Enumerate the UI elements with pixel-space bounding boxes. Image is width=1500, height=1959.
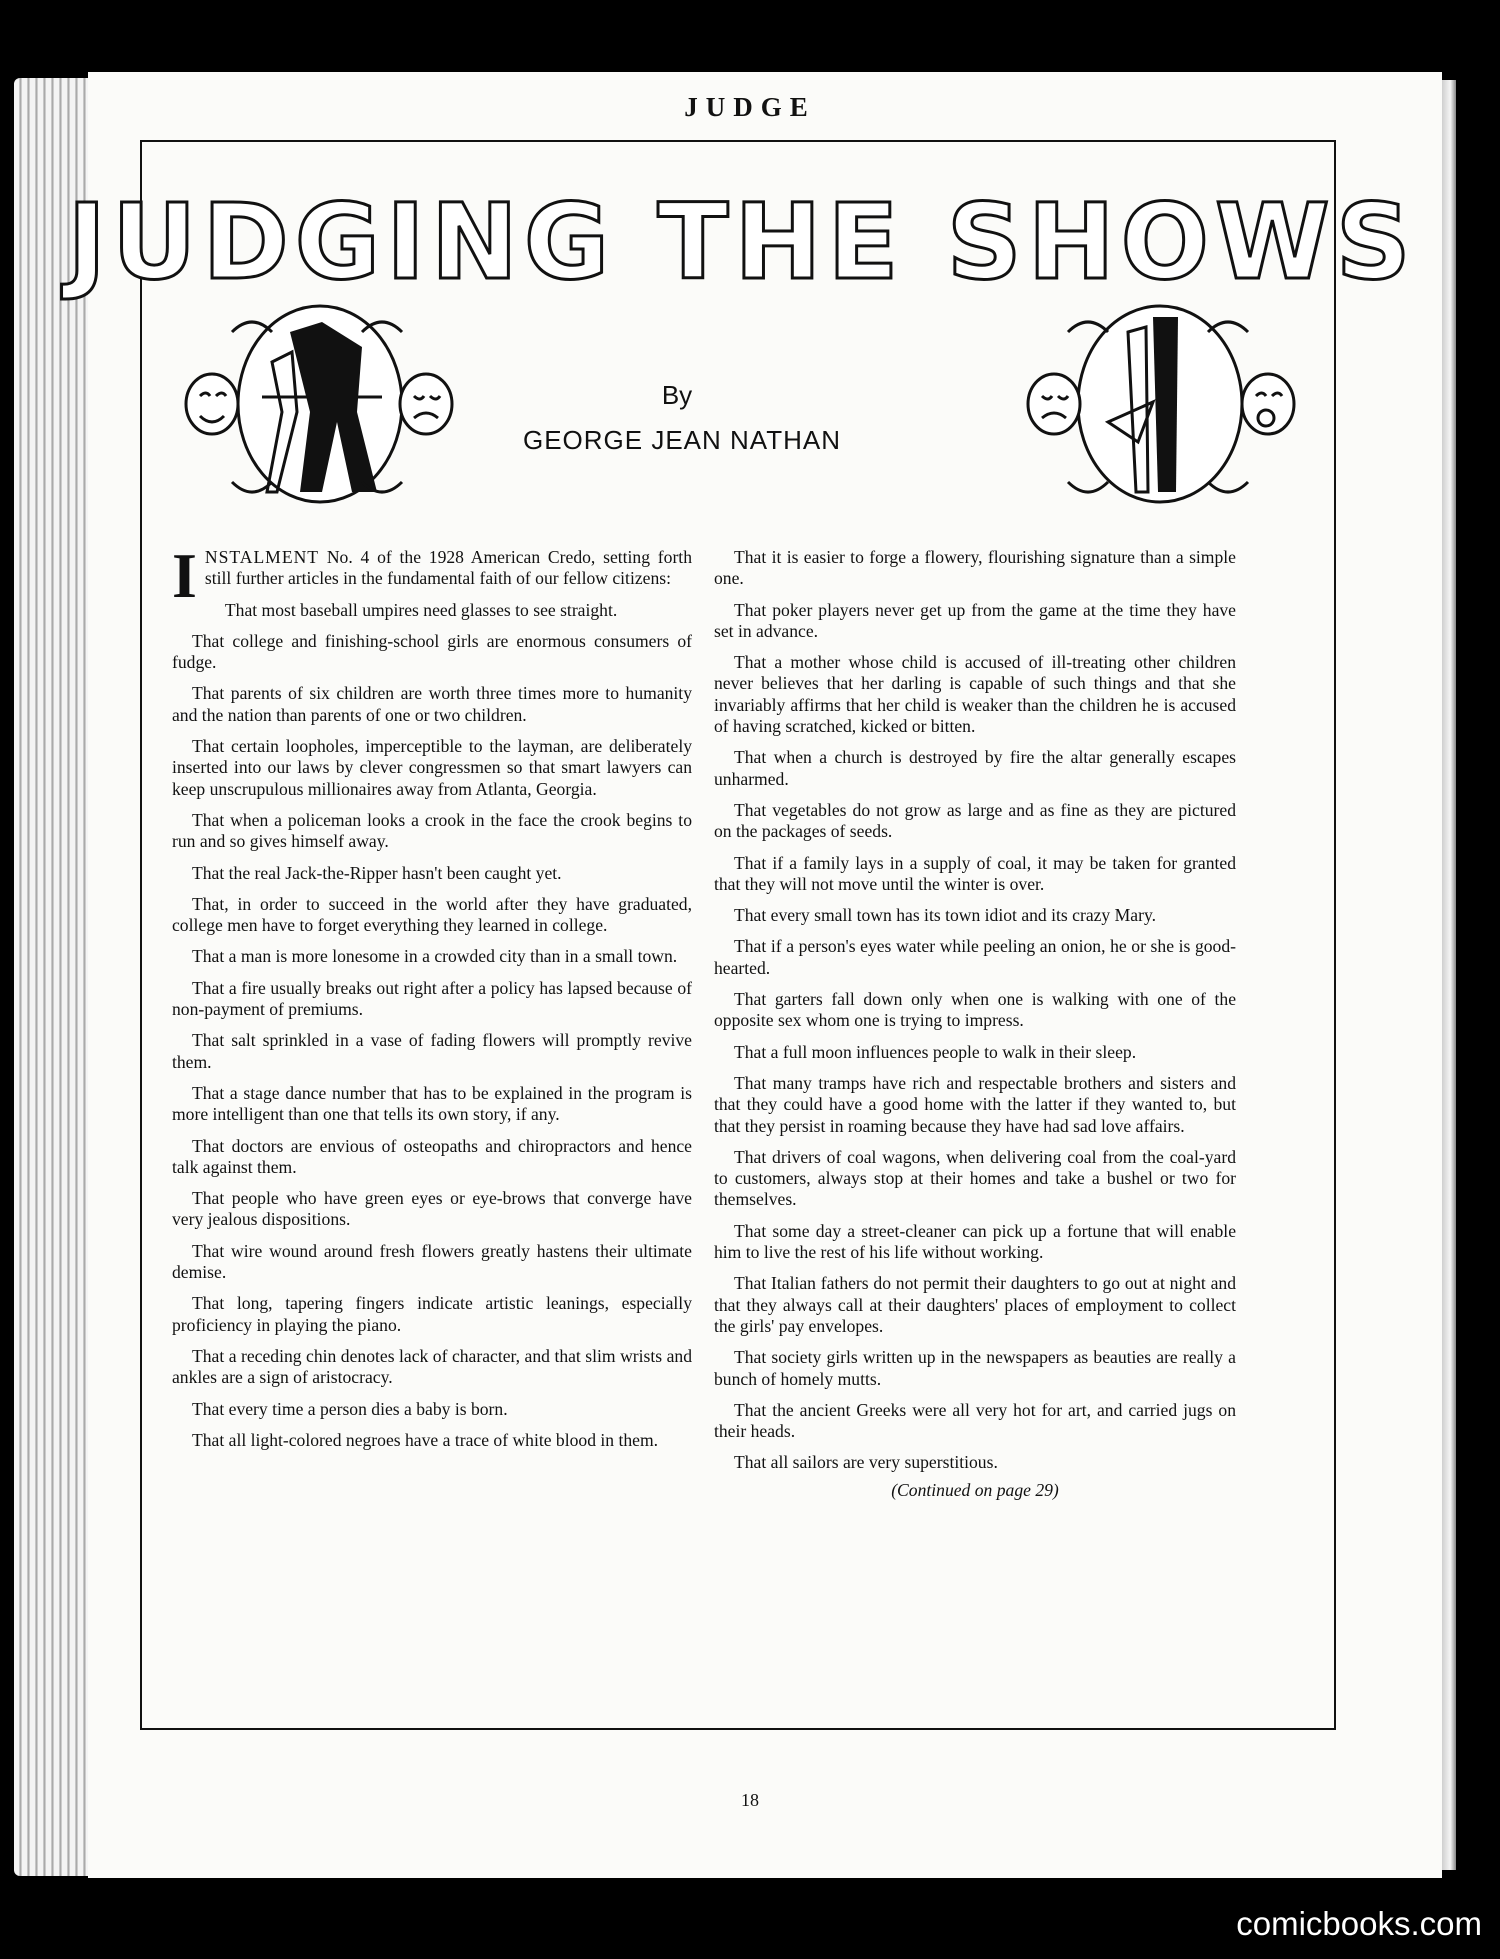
credo-paragraph: That poker players never get up from the game at the time they have set in advance.: [714, 599, 1236, 641]
credo-paragraph: That college and finishing-school girls are enormous consumers of fudge.: [172, 630, 692, 673]
credo-paragraph: That drivers of coal wagons, when delivering coal from the coal-yard to customers, always stop at their homes and take a bushel or two for themselves.: [714, 1146, 1236, 1210]
article-frame: [67, 140, 1417, 1730]
right-paragraph-list: [714, 547, 1236, 1474]
byline-author: GEORGE JEAN NATHAN: [522, 425, 841, 455]
watermark: comicbooks.com: [1236, 1905, 1482, 1942]
left-column: [172, 540, 692, 1461]
credo-paragraph: That the real Jack-the-Ripper hasn't been caught yet.: [192, 862, 562, 883]
credo-paragraph: That every time a person dies a baby is born.: [192, 1398, 508, 1419]
credo-paragraph: That it is easier to forge a flowery, flourishing signature than a simple one.: [714, 547, 1236, 589]
book-page-edges: [14, 78, 90, 1876]
drop-cap: I: [172, 540, 197, 611]
right-column: [714, 547, 1236, 1501]
right-dance-illustration: [1018, 292, 1308, 512]
credo-paragraph: That when a policeman looks a crook in the face the crook begins to run and so gives himself away.: [172, 809, 692, 852]
credo-paragraph: That if a family lays in a supply of coal, it may be taken for granted that they will not move until the winter is over.: [714, 852, 1236, 894]
credo-paragraph: That most baseball umpires need glasses to see straight.: [224, 599, 618, 620]
credo-paragraph: That many tramps have rich and respectable brothers and sisters and that they could have a good home with the latter if they wanted to, but that they persist in roaming because they have had sad love affairs.: [714, 1072, 1236, 1136]
credo-paragraph: That a full moon influences people to walk in their sleep.: [734, 1041, 1137, 1062]
right-page-edge: [1442, 80, 1456, 1870]
left-dance-illustration: [172, 292, 462, 512]
credo-paragraph: That vegetables do not grow as large and as fine as they are pictured on the packages of seeds.: [714, 799, 1236, 842]
running-head: JUDGE: [684, 92, 816, 122]
credo-paragraph: That a man is more lonesome in a crowded city than in a small town.: [192, 946, 678, 967]
credo-paragraph: That all sailors are very superstitious.: [734, 1452, 998, 1473]
credo-paragraph: That when a church is destroyed by fire the altar generally escapes unharmed.: [714, 747, 1236, 789]
credo-paragraph: That a receding chin denotes lack of character, and that slim wrists and ankles are a sign of aristocracy.: [172, 1345, 692, 1388]
credo-paragraph: That the ancient Greeks were all very hot for art, and carried jugs on their heads.: [714, 1399, 1236, 1442]
credo-paragraph: That a mother whose child is accused of ill-treating other children never believes that her darling is capable of such things and that she invariably affirms that her child is weaker than the children he is accused of having scratched, kicked or bitten.: [714, 652, 1236, 737]
credo-paragraph: That if a person's eyes water while peeling an onion, he or she is good-hearted.: [714, 936, 1236, 978]
byline-by: By: [661, 380, 693, 410]
credo-paragraph: That a fire usually breaks out right after a policy has lapsed because of non-payment of premiums.: [172, 977, 692, 1020]
title-lettering: [67, 170, 1417, 310]
credo-paragraph: That certain loopholes, imperceptible to the layman, are deliberately inserted into our laws by clever congressmen so that smart lawyers can keep unscrupulous millionaires away from Atlanta, Georgia.: [172, 736, 692, 799]
intro-lead: NSTALMENT: [204, 547, 320, 567]
title-text: JUDGING THE SHOWS: [67, 181, 1417, 303]
credo-paragraph: That wire wound around fresh flowers greatly hastens their ultimate demise.: [172, 1240, 692, 1283]
credo-paragraph: That doctors are envious of osteopaths and chiropractors and hence talk against them.: [172, 1135, 692, 1177]
credo-paragraph: That every small town has its town idiot and its crazy Mary.: [734, 905, 1156, 926]
credo-paragraph: That a stage dance number that has to be explained in the program is more intelligent than one that tells its own story, if any.: [172, 1082, 692, 1125]
page-number: 18: [741, 1790, 759, 1810]
credo-paragraph: That parents of six children are worth three times more to humanity and the nation than parents of one or two children.: [172, 683, 692, 725]
intro-text: No. 4 of the 1928 American Credo, setting forth still further articles in the fundamental faith of our fellow citizens:: [204, 547, 692, 589]
continued-note: (Continued on page 29): [891, 1479, 1059, 1500]
credo-paragraph: That garters fall down only when one is walking with one of the opposite sex whom one is trying to impress.: [714, 989, 1236, 1031]
credo-paragraph: That long, tapering fingers indicate artistic leanings, especially proficiency in playing the piano.: [172, 1293, 692, 1335]
credo-paragraph: That, in order to succeed in the world after they have graduated, college men have to forget everything they learned in college.: [172, 893, 692, 936]
credo-paragraph: That people who have green eyes or eye-brows that converge have very jealous dispositions.: [172, 1188, 692, 1230]
credo-paragraph: That all light-colored negroes have a trace of white blood in them.: [192, 1429, 659, 1450]
credo-paragraph: That some day a street-cleaner can pick up a fortune that will enable him to live the rest of his life without working.: [714, 1220, 1236, 1263]
credo-paragraph: That salt sprinkled in a vase of fading flowers will promptly revive them.: [172, 1030, 692, 1072]
credo-paragraph: That society girls written up in the newspapers as beauties are really a bunch of homely mutts.: [714, 1347, 1236, 1389]
left-paragraph-list: [172, 600, 692, 1452]
credo-paragraph: That Italian fathers do not permit their daughters to go out at night and that they always call at their daughters' places of employment to collect the girls' pay envelopes.: [714, 1273, 1236, 1336]
